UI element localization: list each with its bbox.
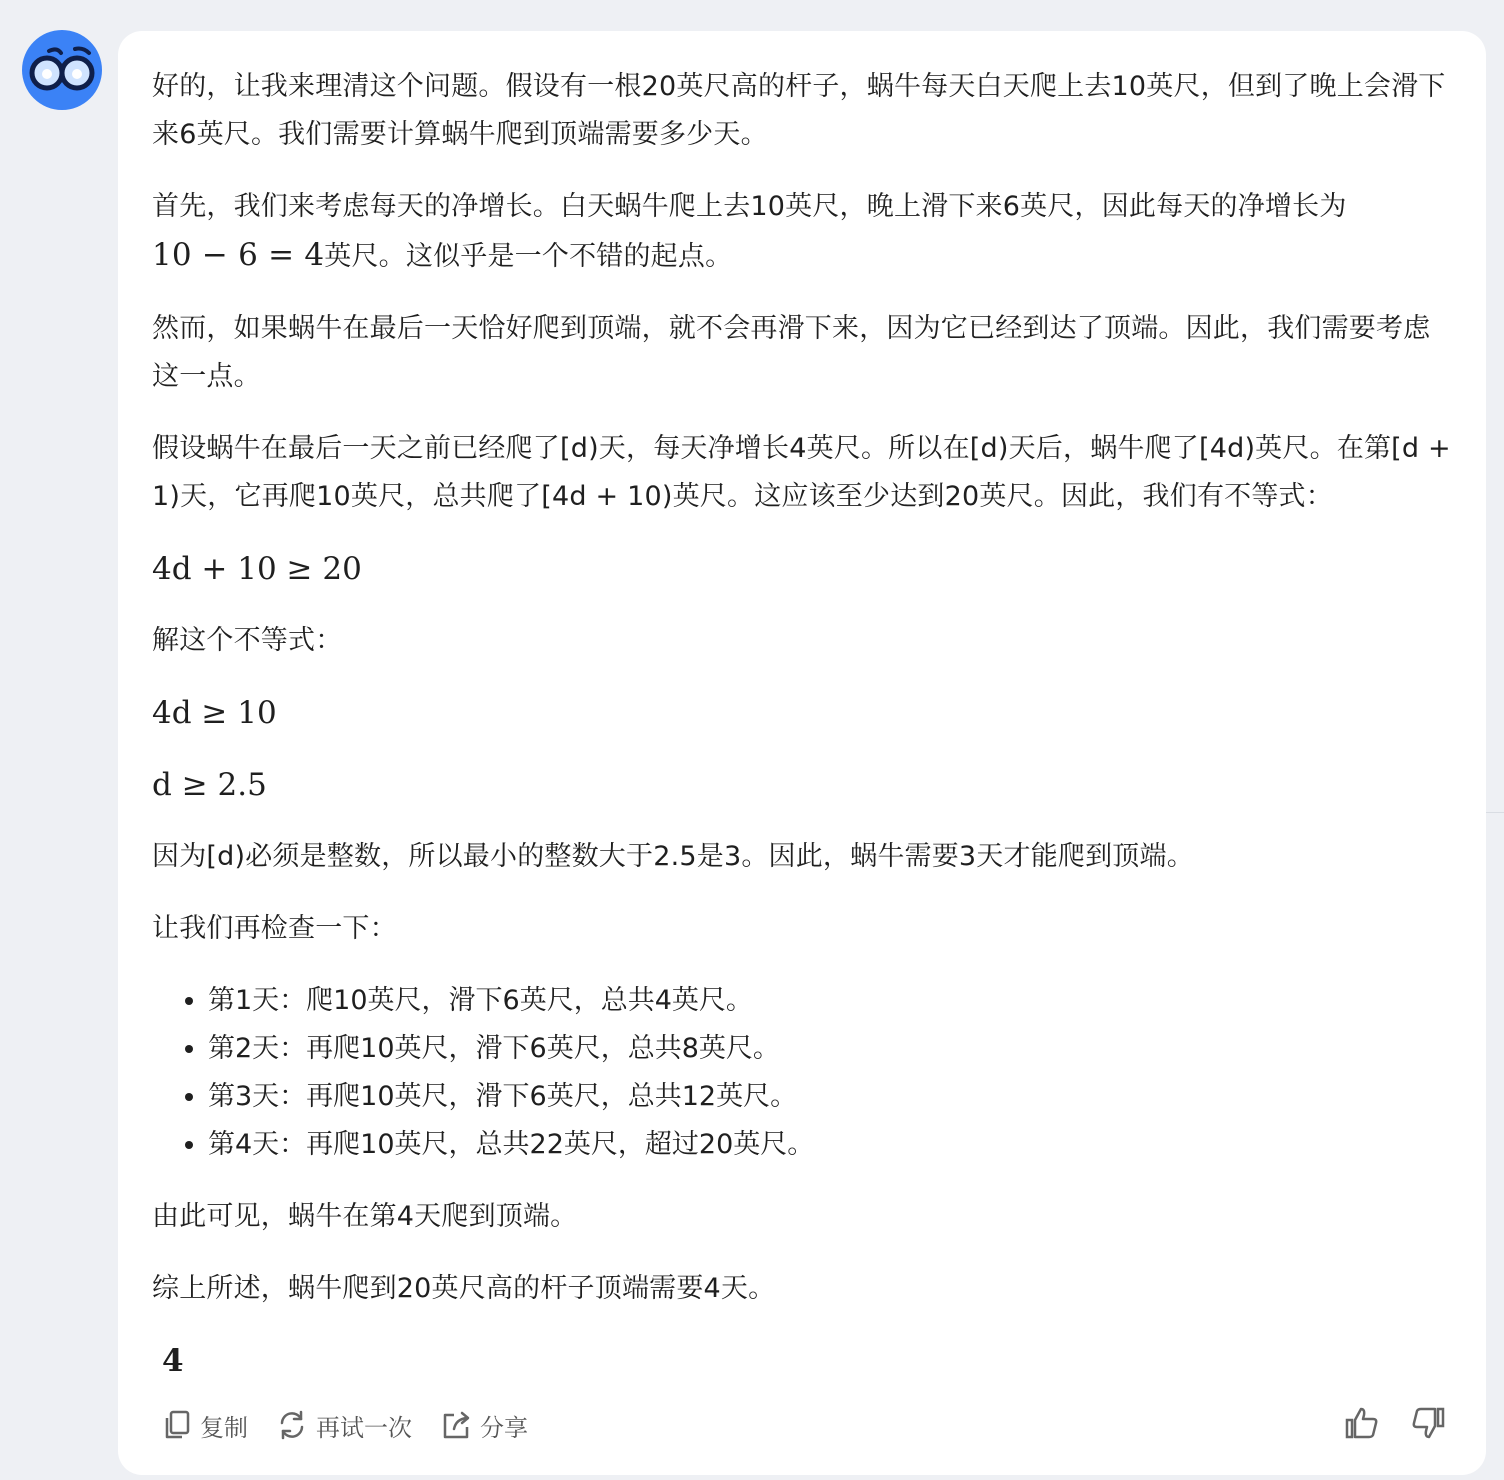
list-item: • 第3天：再爬10英尺，滑下6英尺，总共12英尺。 [208, 1073, 1452, 1121]
paragraph-text: 英尺。这似乎是一个不错的起点。 [324, 241, 733, 272]
refresh-icon [276, 1409, 308, 1441]
paragraph: 然而，如果蜗牛在最后一天恰好爬到顶端，就不会再滑下来，因为它已经到达了顶端。因此，我们需要考虑这一点。 [152, 313, 1431, 392]
glasses-face-icon [27, 45, 97, 95]
paragraph: 让我们再检查一下： [152, 913, 397, 944]
list-item: • 第2天：再爬10英尺，滑下6英尺，总共8英尺。 [208, 1025, 1452, 1073]
equation: 4d + 10 ≥ 20 [152, 551, 362, 587]
copy-icon [162, 1409, 192, 1441]
list-item: • 第1天：爬10英尺，滑下6英尺，总共4英尺。 [208, 977, 1452, 1025]
thumbs-down-button[interactable] [1410, 1405, 1446, 1445]
copy-button[interactable] [162, 1408, 248, 1443]
paragraph: 好的，让我来理清这个问题。假设有一根20英尺高的杆子，蜗牛每天白天爬上去10英尺，但到了晚上会滑下来6英尺。我们需要计算蜗牛爬到顶端需要多少天。 [152, 71, 1446, 150]
thumbs-up-icon [1344, 1405, 1380, 1441]
paragraph: 假设蜗牛在最后一天之前已经爬了[d)天，每天净增长4英尺。所以在[d)天后，蜗牛爬了[4d)英尺。在第[d + 1)天，它再爬10英尺，总共爬了[4d + 10)英尺。这应该至少达到20英尺。因此，我们有不等式： [152, 433, 1451, 512]
paragraph [152, 183, 1452, 281]
steps-list [152, 977, 1452, 1169]
equation: d ≥ 2.5 [152, 767, 267, 803]
paragraph: 由此可见，蜗牛在第4天爬到顶端。 [152, 1201, 578, 1232]
paragraph-text: 首先，我们来考虑每天的净增长。白天蜗牛爬上去10英尺，晚上滑下来6英尺，因此每天的净增长为 [152, 191, 1347, 222]
final-answer: 4 [162, 1343, 184, 1379]
thumbs-down-icon [1410, 1405, 1446, 1441]
paragraph: 因为[d)必须是整数，所以最小的整数大于2.5是3。因此，蜗牛需要3天才能爬到顶端。 [152, 841, 1194, 872]
retry-button[interactable] [276, 1408, 412, 1443]
share-button[interactable] [440, 1408, 528, 1443]
paragraph: 解这个不等式： [152, 625, 343, 656]
copy-label: 复制 [200, 1413, 248, 1442]
share-label: 分享 [480, 1413, 528, 1442]
thumbs-up-button[interactable] [1344, 1405, 1380, 1445]
paragraph: 综上所述，蜗牛爬到20英尺高的杆子顶端需要4天。 [152, 1273, 776, 1304]
share-icon [440, 1409, 472, 1441]
equation: 4d ≥ 10 [152, 695, 277, 731]
assistant-avatar [22, 30, 102, 110]
list-item: • 第4天：再爬10英尺，总共22英尺，超过20英尺。 [208, 1121, 1452, 1169]
message-actions [162, 1403, 1446, 1447]
inline-math: 10 − 6 = 4 [152, 237, 325, 273]
retry-label: 再试一次 [316, 1413, 412, 1442]
assistant-message-card [118, 31, 1486, 1475]
